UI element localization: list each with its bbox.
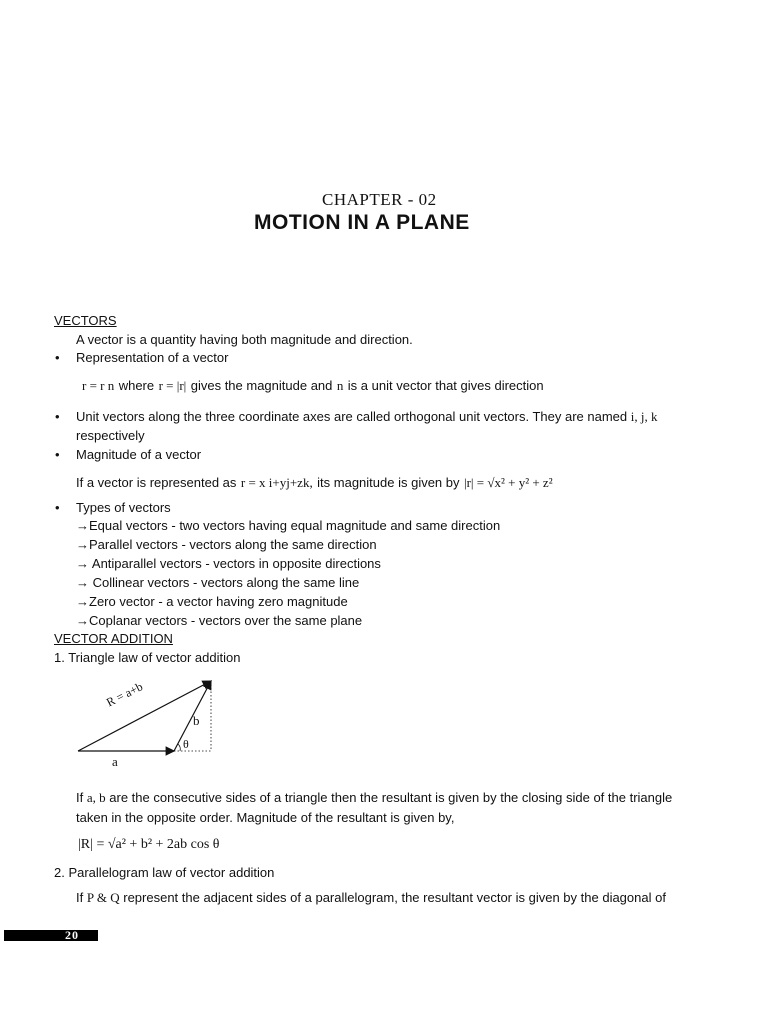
bullet-icon: • xyxy=(55,409,60,424)
repr-where: where xyxy=(118,378,155,393)
unit-vectors-line1 xyxy=(76,409,658,425)
magnitude-bullet: Magnitude of a vector xyxy=(76,447,202,462)
unit-vectors-line2: respectively xyxy=(76,428,145,443)
chapter-label: CHAPTER - 02 xyxy=(322,190,437,209)
mag-result: |r| = √x² + y² + z² xyxy=(463,475,553,490)
type-item: →Parallel vectors - vectors along the same direction xyxy=(76,537,377,552)
chapter-title: MOTION IN A PLANE xyxy=(254,211,470,234)
repr-r-eq: r = |r| xyxy=(158,378,187,393)
page-number: 20 xyxy=(65,928,79,942)
magnitude-formula-line xyxy=(76,474,553,492)
arrow-icon: → xyxy=(76,594,89,609)
type-item: →Coplanar vectors - vectors over the same plane xyxy=(76,613,363,628)
bullet-icon: • xyxy=(55,350,60,365)
parallelogram-text: If P & Q represent the adjacent sides of a parallelogram, the resultant vector is given by the diagonal of xyxy=(76,890,666,905)
parallelogram-law-item: 2. Parallelogram law of vector addition xyxy=(54,865,275,880)
addition-heading: VECTOR ADDITION xyxy=(54,631,173,646)
triangle-law-item: 1. Triangle law of vector addition xyxy=(54,650,241,665)
arrow-icon: → xyxy=(76,556,89,571)
arrow-icon: → xyxy=(76,613,89,628)
unit-bullet-text: Unit vectors along the three coordinate axes are called orthogonal unit vectors. They are named xyxy=(76,409,628,424)
repr-text2: is a unit vector that gives direction xyxy=(347,378,544,393)
para-pq: P & Q xyxy=(86,890,120,905)
footer-bar xyxy=(4,930,98,941)
type-item: →Zero vector - a vector having zero magnitude xyxy=(76,594,348,609)
type-item: → Collinear vectors - vectors along the same line xyxy=(76,575,360,590)
representation-bullet: Representation of a vector xyxy=(76,350,229,365)
label-r: R = a+b xyxy=(104,679,145,710)
repr-text1: gives the magnitude and xyxy=(190,378,333,393)
vector-definition: A vector is a quantity having both magnitude and direction. xyxy=(76,332,413,347)
tri-ab: a, b xyxy=(86,790,106,805)
triangle-formula: |R| = √a² + b² + 2ab cos θ xyxy=(78,837,220,852)
type-item: → Antiparallel vectors - vectors in opposite directions xyxy=(76,556,381,571)
label-theta: θ xyxy=(183,737,189,751)
arrow-icon: → xyxy=(76,518,89,533)
mag-formula: r = x i+yj+zk, xyxy=(240,475,313,490)
bullet-icon: • xyxy=(55,500,60,515)
types-bullet: Types of vectors xyxy=(76,500,171,515)
mag-text2: its magnitude is given by xyxy=(317,475,460,490)
arrow-icon: → xyxy=(76,537,89,552)
triangle-text-line1: If a, b are the consecutive sides of a triangle then the resultant is given by the closing side of the triangle xyxy=(76,790,673,805)
triangle-text-line2: taken in the opposite order. Magnitude of the resultant is given by, xyxy=(76,810,455,825)
bullet-icon: • xyxy=(55,447,60,462)
label-b: b xyxy=(193,713,200,728)
repr-formula: r = r n xyxy=(82,378,115,393)
unit-ijk: i, j, k xyxy=(630,409,658,424)
triangle-diagram xyxy=(70,670,230,775)
arrow-icon: → xyxy=(76,575,89,590)
theta-arc xyxy=(178,744,180,751)
label-a: a xyxy=(112,754,118,769)
mag-text1: If a vector is represented as xyxy=(76,475,237,490)
vectors-heading: VECTORS xyxy=(54,313,117,328)
repr-n: n xyxy=(336,378,344,393)
representation-formula-line xyxy=(82,377,544,395)
type-item: →Equal vectors - two vectors having equal magnitude and same direction xyxy=(76,518,501,533)
